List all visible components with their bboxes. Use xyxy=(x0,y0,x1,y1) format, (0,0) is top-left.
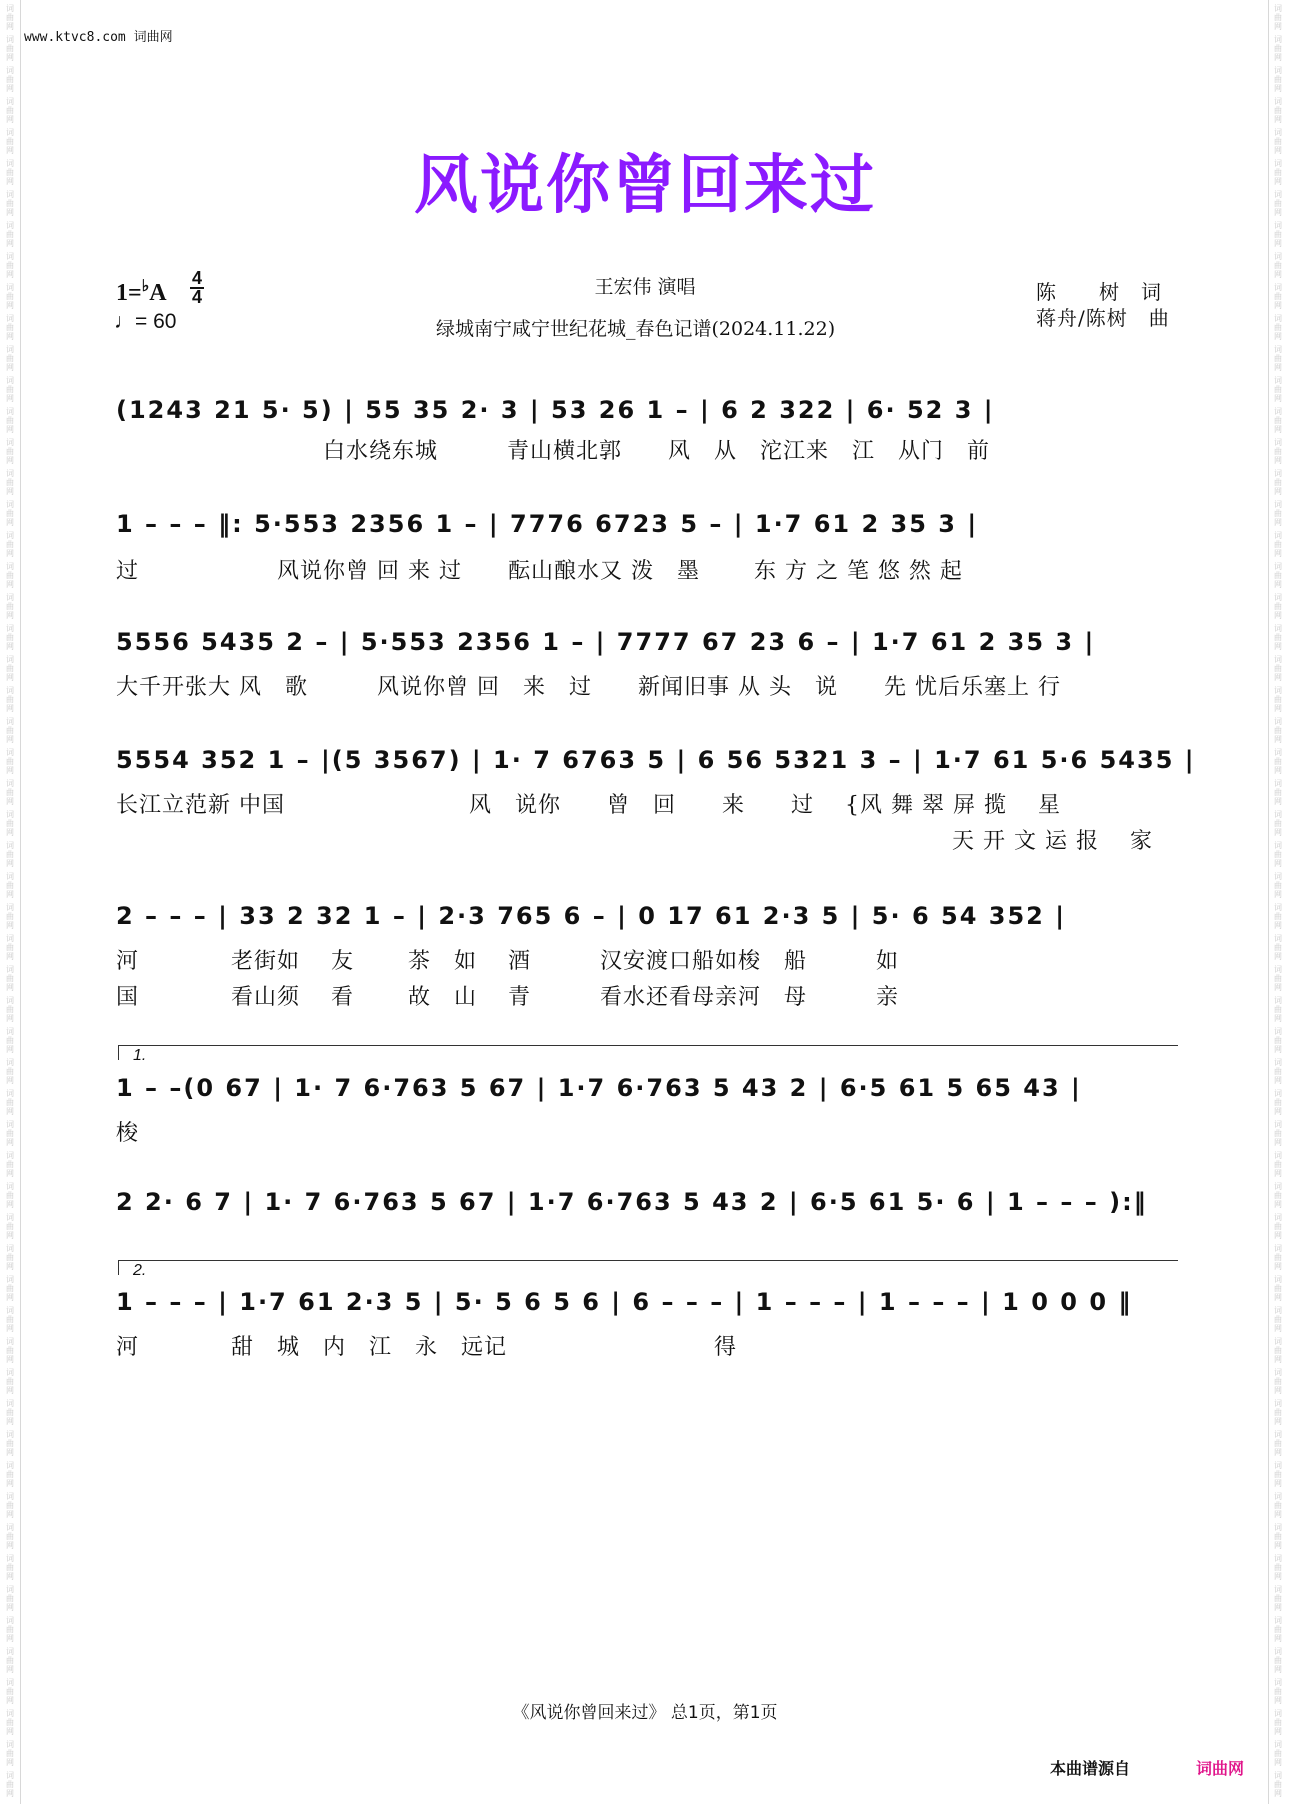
watermark-text: 词曲网 xyxy=(1274,531,1282,558)
watermark-text: 词曲网 xyxy=(1274,934,1282,961)
right-margin-rule xyxy=(1268,0,1269,1804)
watermark-text: 词曲网 xyxy=(6,934,14,961)
watermark-text: 词曲网 xyxy=(6,655,14,682)
watermark-text: 词曲网 xyxy=(6,593,14,620)
watermark-text: 词曲网 xyxy=(1274,779,1282,806)
watermark-text: 词曲网 xyxy=(6,1399,14,1426)
watermark-text: 词曲网 xyxy=(6,1523,14,1550)
notes-line: 1 – – – ‖: 5·553 2356 1 – | 7776 6723 5 – | 1·7 61 2 35 3 | xyxy=(116,510,979,538)
watermark-text: 词曲网 xyxy=(1274,1120,1282,1147)
watermark-text: 词曲网 xyxy=(6,1554,14,1581)
volta-1-label: 1. xyxy=(133,1047,147,1064)
notes-line: 2 – – – | 33 2 32 1 – | 2·3 765 6 – | 0 17 61 2·3 5 | 5· 6 54 352 | xyxy=(116,902,1066,930)
notes-line: (1243 21 5· 5) | 55 35 2· 3 | 53 26 1 – | 6 2 322 | 6· 52 3 | xyxy=(116,396,995,424)
watermark-text: 词曲网 xyxy=(6,686,14,713)
watermark-text: 词曲网 xyxy=(6,66,14,93)
watermark-text: 词曲网 xyxy=(6,748,14,775)
watermark-text: 词曲网 xyxy=(1274,1089,1282,1116)
watermark-text: 词曲网 xyxy=(1274,469,1282,496)
left-watermark-strip xyxy=(3,0,17,1804)
watermark-text: 词曲网 xyxy=(6,1585,14,1612)
watermark-text: 词曲网 xyxy=(1274,97,1282,124)
watermark-text: 词曲网 xyxy=(1274,1461,1282,1488)
song-title: 风说你曾回来过 xyxy=(414,149,876,223)
watermark-text: 词曲网 xyxy=(1274,1492,1282,1519)
watermark-text: 词曲网 xyxy=(1274,1740,1282,1767)
watermark-text: 词曲网 xyxy=(1274,438,1282,465)
watermark-text: 词曲网 xyxy=(1274,748,1282,775)
notes-line: 1 – – – | 1·7 61 2·3 5 | 5· 5 6 5 6 | 6 – – – | 1 – – – | 1 – – – | 1 0 0 0 ‖ xyxy=(116,1288,1133,1316)
lyric-line-2: 天 开 文 运 报 家 xyxy=(116,829,1153,854)
watermark-text: 词曲网 xyxy=(1274,965,1282,992)
watermark-text: 词曲网 xyxy=(6,965,14,992)
watermark-text: 词曲网 xyxy=(1274,500,1282,527)
watermark-text: 词曲网 xyxy=(1274,1647,1282,1674)
lyric-line: 长江立范新 中国 风 说你 曾 回 来 过 {风 舞 翠 屏 揽 星 xyxy=(116,793,1061,818)
lyric-line-2: 国 看山须 看 故 山 青 看水还看母亲河 母 亲 xyxy=(116,985,899,1010)
watermark-text: 词曲网 xyxy=(6,562,14,589)
tempo-marking: ♩= 60 xyxy=(114,310,177,333)
watermark-text: 词曲网 xyxy=(1274,1678,1282,1705)
watermark-text: 词曲网 xyxy=(6,97,14,124)
watermark-text: 词曲网 xyxy=(6,159,14,186)
watermark-text: 词曲网 xyxy=(6,1244,14,1271)
watermark-text: 词曲网 xyxy=(1274,1275,1282,1302)
watermark-text: 词曲网 xyxy=(6,252,14,279)
watermark-text: 词曲网 xyxy=(6,810,14,837)
watermark-text: 词曲网 xyxy=(1274,562,1282,589)
first-ending-bracket xyxy=(118,1045,1178,1064)
watermark-text: 词曲网 xyxy=(1274,190,1282,217)
watermark-text: 词曲网 xyxy=(6,624,14,651)
watermark-text: 词曲网 xyxy=(1274,996,1282,1023)
second-ending-bracket xyxy=(118,1260,1178,1279)
watermark-text: 词曲网 xyxy=(6,500,14,527)
watermark-text: 词曲网 xyxy=(6,1089,14,1116)
watermark-text: 词曲网 xyxy=(6,407,14,434)
watermark-text: 词曲网 xyxy=(6,1616,14,1643)
key-prefix: 1= xyxy=(116,280,142,306)
watermark-text: 词曲网 xyxy=(1274,159,1282,186)
watermark-text: 词曲网 xyxy=(6,841,14,868)
watermark-text: 词曲网 xyxy=(6,376,14,403)
watermark-text: 词曲网 xyxy=(6,996,14,1023)
watermark-text: 词曲网 xyxy=(6,531,14,558)
watermark-text: 词曲网 xyxy=(1274,1616,1282,1643)
notes-line: 1 – –(0 67 | 1· 7 6·763 5 67 | 1·7 6·763 5 43 2 | 6·5 61 5 65 43 | xyxy=(116,1074,1082,1102)
watermark-text: 词曲网 xyxy=(1274,1709,1282,1736)
watermark-text: 词曲网 xyxy=(1274,283,1282,310)
watermark-text: 词曲网 xyxy=(1274,66,1282,93)
watermark-text: 词曲网 xyxy=(6,779,14,806)
key-letter: A xyxy=(149,280,167,306)
left-margin-rule xyxy=(20,0,21,1804)
watermark-text: 词曲网 xyxy=(6,1306,14,1333)
watermark-text: 词曲网 xyxy=(1274,1771,1282,1798)
meter-bottom: 4 xyxy=(191,287,202,307)
watermark-text: 词曲网 xyxy=(6,1647,14,1674)
volta-2-label: 2. xyxy=(133,1262,147,1279)
notes-line: 2 2· 6 7 | 1· 7 6·763 5 67 | 1·7 6·763 5 43 2 | 6·5 61 5· 6 | 1 – – – ):‖ xyxy=(116,1188,1148,1216)
watermark-text: 词曲网 xyxy=(6,345,14,372)
lyric-line: 梭 xyxy=(116,1121,140,1146)
watermark-text: 词曲网 xyxy=(6,128,14,155)
meter-top: 4 xyxy=(191,268,202,288)
watermark-text: 词曲网 xyxy=(6,1027,14,1054)
site-url: www.ktvc8.com 词曲网 xyxy=(24,30,173,45)
watermark-text: 词曲网 xyxy=(1274,35,1282,62)
source-site-link[interactable]: 词曲网 xyxy=(1196,1759,1245,1778)
watermark-text: 词曲网 xyxy=(6,1337,14,1364)
watermark-text: 词曲网 xyxy=(1274,1523,1282,1550)
watermark-text: 词曲网 xyxy=(6,1213,14,1240)
page-footer: 《风说你曾回来过》 总1页，第1页 xyxy=(512,1703,778,1723)
watermark-text: 词曲网 xyxy=(1274,593,1282,620)
watermark-text: 词曲网 xyxy=(1274,1554,1282,1581)
watermark-text: 词曲网 xyxy=(1274,314,1282,341)
watermark-text: 词曲网 xyxy=(1274,1368,1282,1395)
watermark-text: 词曲网 xyxy=(1274,1337,1282,1364)
watermark-text: 词曲网 xyxy=(1274,1182,1282,1209)
watermark-text: 词曲网 xyxy=(1274,4,1282,31)
watermark-text: 词曲网 xyxy=(6,1740,14,1767)
watermark-text: 词曲网 xyxy=(1274,407,1282,434)
watermark-text: 词曲网 xyxy=(1274,1430,1282,1457)
watermark-text: 词曲网 xyxy=(1274,128,1282,155)
watermark-text: 词曲网 xyxy=(1274,1306,1282,1333)
watermark-text: 词曲网 xyxy=(1274,717,1282,744)
watermark-text: 词曲网 xyxy=(6,1151,14,1178)
watermark-text: 词曲网 xyxy=(6,221,14,248)
lyricist-credit: 陈 树 词 xyxy=(1036,280,1162,304)
watermark-text: 词曲网 xyxy=(6,1275,14,1302)
watermark-text: 词曲网 xyxy=(1274,1058,1282,1085)
transcription-source: 绿城南宁咸宁世纪花城_春色记谱(2024.11.22) xyxy=(436,318,836,340)
lyric-line: 大千开张大 风 歌 风说你曾 回 来 过 新闻旧事 从 头 说 先 忧后乐塞上 行 xyxy=(116,675,1061,700)
watermark-text: 词曲网 xyxy=(6,872,14,899)
watermark-text: 词曲网 xyxy=(1274,810,1282,837)
watermark-text: 词曲网 xyxy=(6,35,14,62)
watermark-text: 词曲网 xyxy=(6,1461,14,1488)
watermark-text: 词曲网 xyxy=(6,1430,14,1457)
watermark-text: 词曲网 xyxy=(6,1120,14,1147)
watermark-text: 词曲网 xyxy=(6,283,14,310)
watermark-text: 词曲网 xyxy=(6,1492,14,1519)
singer: 王宏伟 演唱 xyxy=(594,276,696,298)
watermark-text: 词曲网 xyxy=(6,469,14,496)
flat-sign: ♭ xyxy=(141,278,150,295)
watermark-text: 词曲网 xyxy=(6,903,14,930)
watermark-text: 词曲网 xyxy=(6,1182,14,1209)
source-label: 本曲谱源自 xyxy=(1050,1759,1131,1778)
lyric-line: 白水绕东城 青山横北郭 风 从 沱江来 江 从门 前 xyxy=(116,439,991,464)
watermark-text: 词曲网 xyxy=(1274,1399,1282,1426)
watermark-text: 词曲网 xyxy=(1274,376,1282,403)
watermark-text: 词曲网 xyxy=(6,190,14,217)
watermark-text: 词曲网 xyxy=(6,314,14,341)
watermark-text: 词曲网 xyxy=(1274,903,1282,930)
watermark-text: 词曲网 xyxy=(1274,252,1282,279)
notes-line: 5554 352 1 – |(5 3567) | 1· 7 6763 5 | 6 56 5321 3 – | 1·7 61 5·6 5435 | xyxy=(116,746,1196,774)
watermark-text: 词曲网 xyxy=(1274,1027,1282,1054)
watermark-text: 词曲网 xyxy=(6,438,14,465)
watermark-text: 词曲网 xyxy=(1274,221,1282,248)
watermark-text: 词曲网 xyxy=(1274,624,1282,651)
watermark-text: 词曲网 xyxy=(6,1058,14,1085)
watermark-text: 词曲网 xyxy=(1274,841,1282,868)
lyric-line: 河 老街如 友 茶 如 酒 汉安渡口船如梭 船 如 xyxy=(116,949,899,974)
watermark-text: 词曲网 xyxy=(6,717,14,744)
watermark-text: 词曲网 xyxy=(1274,345,1282,372)
watermark-text: 词曲网 xyxy=(1274,686,1282,713)
watermark-text: 词曲网 xyxy=(1274,1244,1282,1271)
watermark-text: 词曲网 xyxy=(6,1368,14,1395)
lyric-line: 过 风说你曾 回 来 过 酝山酿水又 泼 墨 东 方 之 笔 悠 然 起 xyxy=(116,559,963,584)
lyric-line: 河 甜 城 内 江 永 远记 得 xyxy=(116,1335,738,1360)
watermark-text: 词曲网 xyxy=(1274,1151,1282,1178)
watermark-text: 词曲网 xyxy=(1274,655,1282,682)
composer-credit: 蒋舟/陈树 曲 xyxy=(1036,306,1170,330)
notes-line: 5556 5435 2 – | 5·553 2356 1 – | 7777 67 23 6 – | 1·7 61 2 35 3 | xyxy=(116,628,1096,656)
watermark-text: 词曲网 xyxy=(6,1678,14,1705)
watermark-text: 词曲网 xyxy=(1274,1585,1282,1612)
watermark-text: 词曲网 xyxy=(6,1709,14,1736)
watermark-text: 词曲网 xyxy=(1274,1213,1282,1240)
watermark-text: 词曲网 xyxy=(6,1771,14,1798)
right-watermark-strip xyxy=(1271,0,1285,1804)
watermark-text: 词曲网 xyxy=(1274,872,1282,899)
watermark-text: 词曲网 xyxy=(6,4,14,31)
